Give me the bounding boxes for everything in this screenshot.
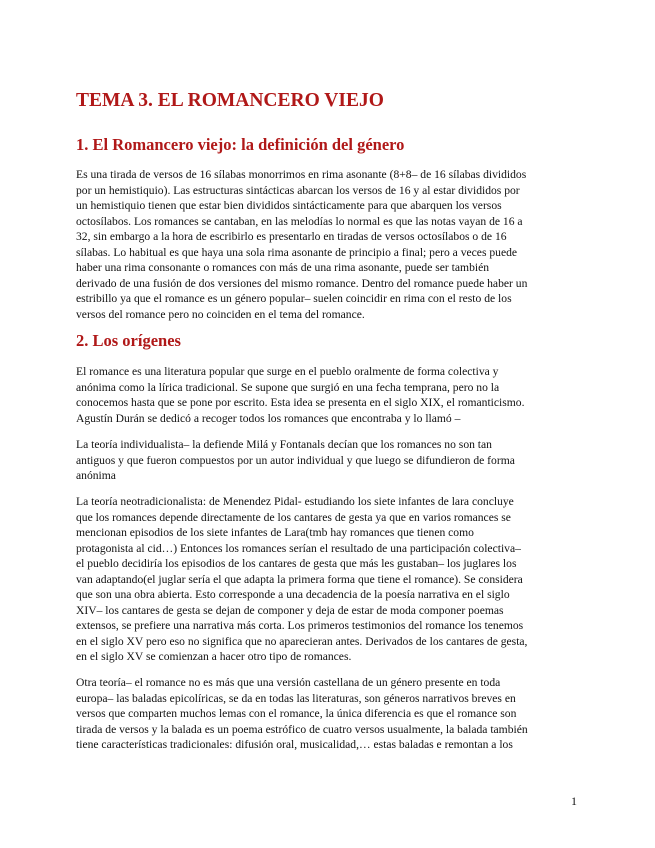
text-line: extensos, se prefiere una narrativa más corta. Los primeros testimonios del romance los tenemos [76, 619, 524, 632]
text-line: mencionan episodios de los siete infantes de Lara(tmb hay romances que tienen como [76, 526, 474, 539]
paragraph-ballad-theory [76, 675, 576, 753]
paragraph-individualist-theory [76, 437, 576, 484]
section-heading-definition: 1. El Romancero viejo: la definición del género [76, 135, 405, 154]
text-line: un hemistiquio tienen que estar bien divididos sintácticamente para que abarquen los versos [76, 199, 502, 212]
text-line: XIV– los cantares de gesta se dejan de componer y deja de estar de moda componer poemas [76, 603, 504, 617]
text-line: anónima como la lírica tradicional. Se supone que surgió en una fecha temprana, pero no la [76, 380, 500, 394]
text-line: que son una obra abierta. Esto corresponde a una decadencia de la poesía narrativa en el siglo [76, 588, 510, 601]
paragraph-definition [76, 167, 576, 322]
text-line: tiene características tradicionales: difusión oral, musicalidad,… estas baladas e remontan a los [76, 738, 513, 751]
text-line: El romance es una literatura popular que surge en el pueblo oralmente de forma colectiva y [76, 365, 499, 378]
text-line: versos que comparten muchos lemas con el romance, la única diferencia es que el romance son [76, 707, 517, 720]
text-line: el pueblo decidiría los episodios de los cantares de gesta que más les gustaban– los juglares los [76, 557, 517, 570]
text-line: europa– las baladas epicolíricas, se da en todas las literaturas, son géneros narrativos breves en [76, 691, 516, 705]
text-line: antiguos y que fueron compuestos por un autor individual y que luego se difundieron de forma [76, 453, 515, 467]
text-line: octosílabos. Los romances se cantaban, en las melodías lo normal es que las notas vayan de 16 a [76, 214, 523, 228]
text-line: La teoría neotradicionalista: de Menendez Pidal- estudiando los siete infantes de lara concluye [76, 495, 514, 508]
text-line: tirada de versos y la balada es un poema estrófico de cuatro versos usualmente, la balada también [76, 722, 528, 736]
text-line: protagonista al cid…) Entonces los romances serían el resultado de una participación colectiva– [76, 541, 521, 555]
text-line: haber una rima consonante o romances con más de una rima asonante, puede ser también [76, 261, 490, 274]
document-title: TEMA 3. EL ROMANCERO VIEJO [76, 90, 384, 111]
text-line: conocemos hasta que se pone por escrito. Esta idea se presenta en el siglo XIX, el romanticismo. [76, 396, 525, 409]
text-line: que los romances depende directamente de los cantares de gesta ya que en varios romances se [76, 510, 511, 524]
text-line: Otra teoría– el romance no es más que una versión castellana de un género presente en toda [76, 676, 501, 689]
text-line: anónima [76, 469, 116, 482]
text-line: en el siglo XV pero eso no significa que no aparecieran antes. Derivados de los cantares de gesta, [76, 634, 528, 648]
page-number: 1 [571, 794, 577, 808]
text-line: sílabas. Lo habitual es que haya una sola rima asonante de principio a final; pero a veces puede [76, 245, 518, 259]
section-heading-origins: 2. Los orígenes [76, 331, 181, 350]
text-line: 32, sin embargo a la hora de escribirlo es presentarlo en tiradas de versos octosílabos o de 16 [76, 230, 507, 243]
text-line: en el siglo XV se comienzan a hacer otro tipo de romances. [76, 650, 352, 663]
paragraph-neotraditionalist-theory [76, 494, 576, 665]
text-line: van adaptando(el juglar sería el que adapta la primera forma que tiene el romance). Se considera [76, 572, 523, 586]
text-line: derivado de una fusión de dos versiones del mismo romance. Dentro del romance puede haber un [76, 276, 528, 290]
text-line: estribillo ya que el romance es un género popular– suelen coincidir en rima con el resto de los [76, 292, 512, 305]
text-line: por un hemistiquio). Las estructuras sintácticas abarcan los versos de 16 y al estar divididos por [76, 183, 520, 197]
text-line: Agustín Durán se dedicó a recoger todos los romances que encontraba y lo llamó – [76, 411, 461, 425]
paragraph-origins-intro [76, 364, 576, 426]
text-line: versos del romance pero no coinciden en el tema del romance. [76, 307, 365, 321]
text-line: Es una tirada de versos de 16 sílabas monorrimos en rima asonante (8+8– de 16 sílabas divididos [76, 168, 527, 181]
text-line: La teoría individualista– la defiende Milá y Fontanals decían que los romances no son tan [76, 438, 492, 451]
